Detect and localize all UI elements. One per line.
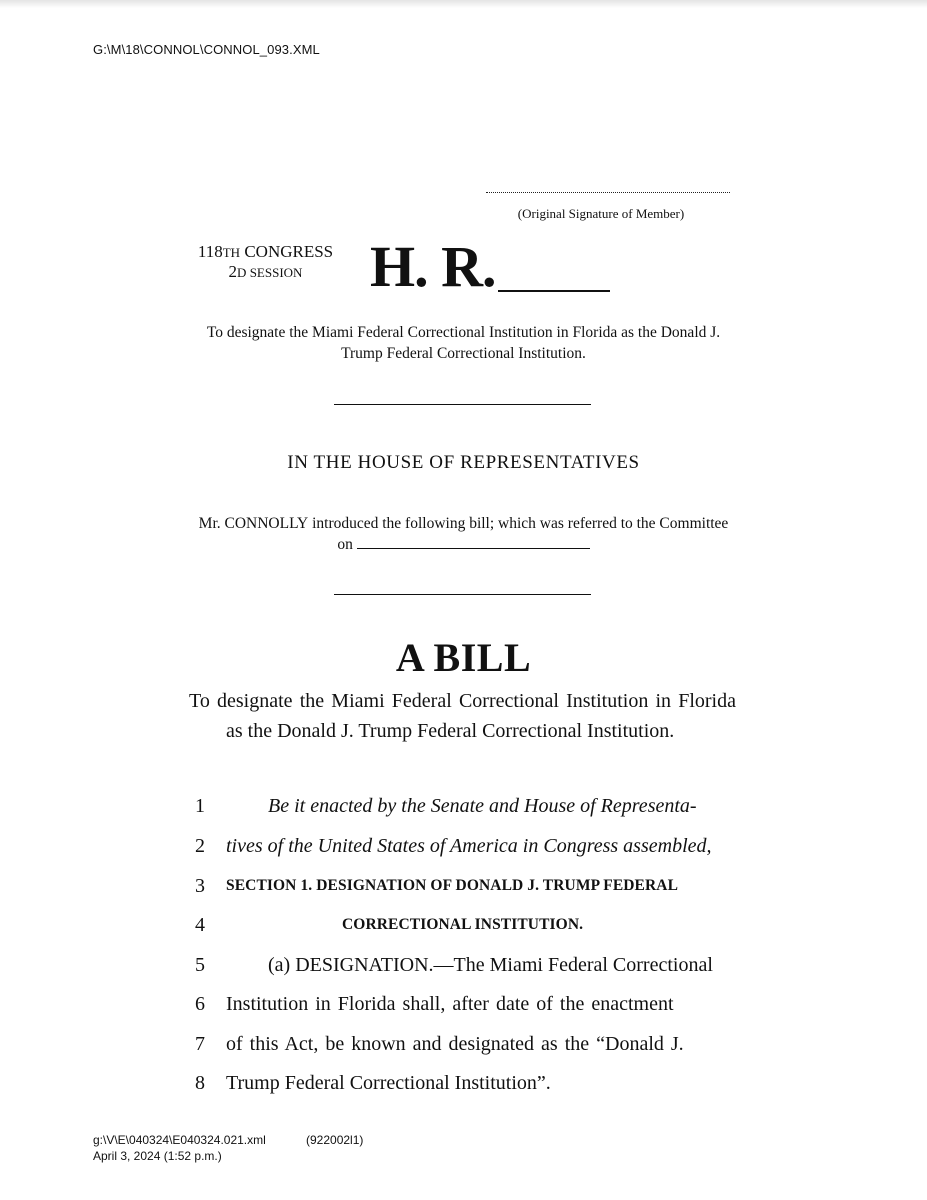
page-top-shadow [0, 0, 927, 8]
introduction-statement: Mr. CONNOLLY introduced the following bill; which was referred to the Committee on [198, 515, 729, 553]
line-number: 8 [195, 1072, 205, 1094]
session-number: 2D SESSION [228, 262, 303, 281]
body-text-line: Trump Federal Correctional Institution”. [226, 1072, 551, 1094]
line-number: 1 [195, 795, 205, 817]
congress-number: 118TH CONGRESS [197, 242, 334, 261]
long-title: To designate the Miami Federal Correctional Institution in Florida as the Donald J. Trump Federal Correctional Institution. [189, 690, 736, 742]
file-path-header: G:\M\18\CONNOL\CONNOL_093.XML [93, 42, 320, 57]
line-number: 2 [195, 835, 205, 857]
body-text-line: Institution in Florida shall, after date of the enactment [226, 993, 674, 1015]
divider-rule [334, 404, 591, 405]
congress-session-block [178, 242, 353, 282]
document-type-heading: A BILL [395, 635, 532, 680]
line-number: 5 [195, 954, 205, 976]
footer-timestamp: April 3, 2024 (1:52 p.m.) [93, 1149, 222, 1163]
body-text-line: of this Act, be known and designated as the “Donald J. [226, 1033, 684, 1055]
signature-label: (Original Signature of Member) [517, 206, 685, 221]
footer-file-path: g:\V\E\040324\E040324.021.xml [93, 1133, 266, 1147]
subsection-heading: DESIGNATION [295, 954, 429, 976]
subsection-line: (a) DESIGNATION.—The Miami Federal Correctional [268, 954, 713, 976]
line-number: 4 [195, 914, 205, 936]
section-heading: SECTION 1. DESIGNATION OF DONALD J. TRUMP FEDERAL [226, 877, 679, 894]
committee-blank [357, 535, 590, 549]
bill-caption: To designate the Miami Federal Correctional Institution in Florida as the Donald J. Trump Federal Correctional Institution. [206, 324, 721, 362]
bill-number-title: H. R. [370, 234, 496, 299]
line-number: 6 [195, 993, 205, 1015]
bill-number-blank [498, 290, 610, 292]
sponsor-name: CONNOLLY [224, 515, 309, 532]
line-number: 7 [195, 1033, 205, 1055]
house-heading: IN THE HOUSE OF REPRESENTATIVES [287, 452, 640, 473]
line-number: 3 [195, 875, 205, 897]
enacting-clause-line: Be it enacted by the Senate and House of Representa- [268, 795, 697, 817]
signature-line [486, 180, 730, 193]
divider-rule [334, 594, 591, 595]
enacting-clause-line: tives of the United States of America in Congress assembled, [226, 835, 712, 857]
section-heading-continued: CORRECTIONAL INSTITUTION. [342, 916, 584, 933]
footer-code: (922002l1) [306, 1133, 364, 1147]
